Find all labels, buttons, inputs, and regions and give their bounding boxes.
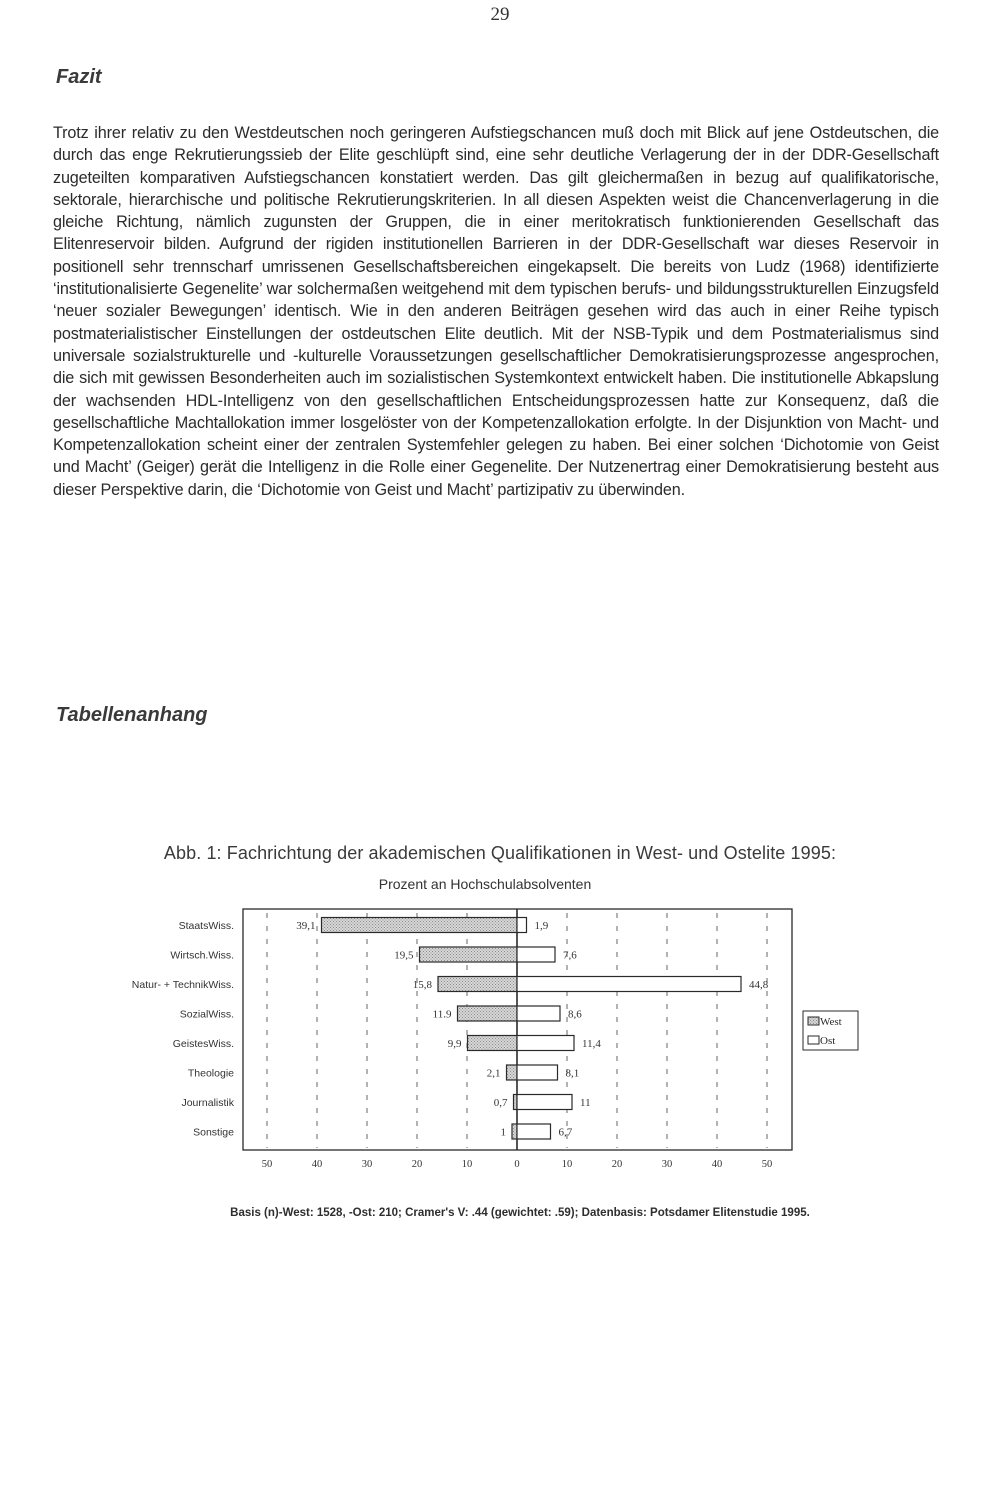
value-label-ost: 11 — [580, 1097, 591, 1109]
x-tick-label: 50 — [761, 1159, 773, 1170]
x-tick-label: 20 — [611, 1159, 623, 1170]
bar-ost — [517, 1006, 560, 1021]
value-label-west: 19,5 — [394, 949, 414, 962]
figure-footnote: Basis (n)-West: 1528, -Ost: 210; Cramer's V: .44 (gewichtet: .59); Datenbasis: Potsdamer Elitenstudie 1995. — [230, 1207, 810, 1219]
bar-west — [420, 947, 518, 962]
section-title-tabellenanhang: Tabellenanhang — [56, 704, 208, 726]
category-label: Theologie — [187, 1067, 234, 1080]
x-tick-label: 20 — [411, 1159, 423, 1170]
legend-swatch-west — [808, 1017, 819, 1025]
x-tick-label: 30 — [661, 1159, 673, 1170]
bar-ost — [517, 1065, 558, 1080]
legend-label-west: West — [820, 1016, 842, 1028]
bar-ost — [517, 1124, 551, 1139]
x-tick-label: 50 — [261, 1159, 273, 1170]
category-label: Sonstige — [193, 1126, 234, 1139]
bar-west — [512, 1124, 517, 1139]
bar-ost — [517, 977, 741, 992]
x-tick-label: 10 — [561, 1159, 573, 1170]
value-label-ost: 6,7 — [558, 1126, 573, 1139]
bar-west — [458, 1006, 518, 1021]
bar-west — [322, 918, 518, 933]
value-label-west: 39,1 — [296, 920, 316, 932]
bar-ost — [517, 918, 527, 933]
value-label-west: 15,8 — [412, 979, 432, 991]
x-tick-label: 0 — [514, 1159, 520, 1170]
bar-west — [438, 977, 517, 992]
category-label: Journalistik — [181, 1097, 234, 1109]
value-label-west: 2,1 — [486, 1067, 501, 1080]
value-label-ost: 44,8 — [749, 979, 769, 991]
value-label-ost: 11,4 — [582, 1038, 601, 1050]
category-label: Natur- + TechnikWiss. — [131, 979, 234, 991]
category-label: GeistesWiss. — [172, 1038, 234, 1050]
x-tick-label: 40 — [711, 1159, 723, 1170]
value-label-ost: 8,6 — [568, 1008, 582, 1021]
value-label-west: 9,9 — [447, 1038, 462, 1050]
category-label: Wirtsch.Wiss. — [170, 949, 234, 962]
category-label: StaatsWiss. — [178, 920, 234, 932]
x-tick-label: 30 — [361, 1159, 373, 1170]
value-label-ost: 8,1 — [565, 1067, 580, 1080]
legend-label-ost: Ost — [820, 1035, 836, 1047]
bar-ost — [517, 1036, 574, 1051]
section-title-fazit: Fazit — [56, 66, 102, 88]
value-label-west: 0,7 — [493, 1097, 508, 1109]
value-label-ost: 7,6 — [563, 949, 577, 962]
value-label-west: 11.9 — [432, 1008, 452, 1021]
x-tick-label: 10 — [461, 1159, 473, 1170]
x-tick-label: 40 — [311, 1159, 323, 1170]
figure-subtitle: Prozent an Hochschulabsolventen — [378, 876, 592, 892]
x-axis-ticks — [262, 1159, 773, 1170]
value-label-west: 1 — [500, 1126, 506, 1139]
category-labels — [132, 920, 235, 1139]
bar-west — [468, 1036, 518, 1051]
chart-bars — [296, 918, 769, 1140]
bar-west — [507, 1065, 518, 1080]
bar-ost — [517, 947, 555, 962]
chart-legend — [803, 1011, 858, 1050]
fazit-paragraph: Trotz ihrer relativ zu den Westdeutschen noch geringeren Aufstiegschancen muß doch mit Blick auf jene Ostdeutschen, die durch das enge Rekrutierungssieb der Elite geschlüpft sind, eine sehr deutliche Verlagerung der in der DDR-Gesellschaft zugeteilten komparativen Aufstiegschancen konstatiert werden. Das gilt gleichermaßen in bezug auf qualifikatorische, sektorale, hierarchische und politische Rekrutierungskriterien. In all diesen Aspekten weist die Chancenverlagerung in die gleiche Richtung, nämlich zugunsten der Gruppen, die in einer meritokratisch funktionierenden Gesellschaft das Elitenreservoir bilden. Aufgrund der rigiden institutionellen Barrieren in der DDR-Gesellschaft war dieses Reservoir in positionell sehr trennscharf umrissenen Gesellschaftsbereichen eingekapselt. Die bereits von Ludz (1968) identifizierte ‘institutionalisierte Gegenelite’ war solchermaßen weitgehend mit dem typischen berufs- und bildungsstrukturellen Einzugsfeld ‘neuer sozialer Bewegungen’ identisch. Wie in den anderen Beiträgen gesehen wird das auch in einer Reihe typisch postmaterialistischer Einstellungen der ostdeutschen Elite deutlich. Mit der NSB-Typik und dem Postmaterialismus sind universale sozialstrukturelle und -kulturelle Voraussetzungen gesellschaftlicher Demokratisierungsprozesse angesprochen, die sich mit gewissen Besonderheiten auch im sozialistischen Systemkontext entwickelt haben. Die institutionelle Abkapslung der wachsenden HDL-Intelligenz von den gesellschaftlichen Entscheidungsprozessen hatte zur Konsequenz, daß die gesellschaftliche Machtallokation immer losgelöster von der Kompetenzallokation erfolgte. In der Disjunktion von Macht- und Kompetenzallokation scheint einer der zentralen Systemfehler gelegen zu haben. Bei einer solchen ‘Dichotomie von Geist und Macht’ (Geiger) gerät die Intelligenz in die Rolle einer Gegenelite. Der Nutzenertrag einer Demokratisierung besteht aus dieser Perspektive darin, die ‘Dichotomie von Geist und Macht’ partizipativ zu überwinden. — [53, 124, 939, 499]
figure-caption: Abb. 1: Fachrichtung der akademischen Qualifikationen in West- und Ostelite 1995: — [163, 843, 837, 863]
value-label-ost: 1,9 — [534, 920, 549, 932]
category-label: SozialWiss. — [179, 1008, 234, 1021]
bar-ost — [517, 1095, 572, 1110]
page-number: 29 — [490, 4, 510, 25]
legend-swatch-ost — [808, 1036, 819, 1044]
